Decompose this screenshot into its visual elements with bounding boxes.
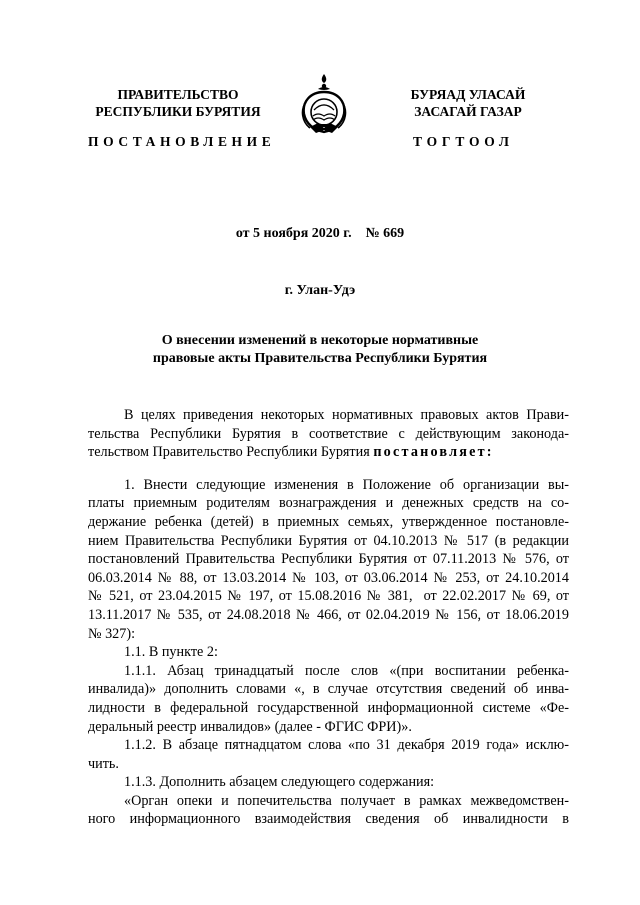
title-line1: О внесении изменений в некоторые нормативные <box>161 333 479 348</box>
item-1-line: 13.11.2017 № 535, от 24.08.2018 № 466, от 02.04.2019 № 156, от 18.06.2019 <box>88 606 569 623</box>
preamble-line: тельства Республики Бурятия в соответствие с действующим законода- <box>88 425 569 442</box>
item-1-1-1-line: 1.1.1. Абзац тринадцатый после слов «(при воспитании ребенка- <box>124 662 569 679</box>
header-right-line2: ЗАСАГАЙ ГАЗАР <box>414 104 522 119</box>
doc-type-right: ТОГТООЛ <box>413 134 514 149</box>
item-1-1-1-line: лидности в федеральной государственной информационной системе «Фе- <box>88 699 569 716</box>
item-1-line: постановлений Правительства Республики Бурятия от 07.11.2013 № 576, от <box>88 551 569 568</box>
header-left-line1: ПРАВИТЕЛЬСТВО <box>117 87 239 102</box>
item-1-1-2-paragraph <box>88 736 569 773</box>
title-line2: правовые акты Правительства Республики Бурятия <box>152 351 488 366</box>
item-1-1-1-paragraph <box>88 662 569 736</box>
item-1-1-2-line: чить. <box>88 755 119 772</box>
document-body <box>88 406 569 829</box>
item-1-paragraph <box>88 476 569 643</box>
quote-line: ного информационного взаимодействия сведения об инвалидности в <box>88 811 569 828</box>
item-1-line: 1. Внести следующие изменения в Положение об организации вы- <box>124 476 569 493</box>
item-1-1-3-line: 1.1.3. Дополнить абзацем следующего содержания: <box>124 774 435 791</box>
header-left-block <box>78 86 278 120</box>
item-1-1-2-line: 1.1.2. В абзаце пятнадцатом слова «по 31 декабря 2019 года» исклю- <box>124 737 569 754</box>
quote-line: «Орган опеки и попечительства получает в рамках межведомствен- <box>124 792 569 809</box>
item-1-line: нием Правительства Республики Бурятия от 04.10.2013 № 517 (в редакции <box>88 532 569 549</box>
header-left-line2: РЕСПУБЛИКИ БУРЯТИЯ <box>95 104 261 119</box>
preamble-line: В целях приведения некоторых нормативных правовых актов Прави- <box>124 407 569 423</box>
doc-type-left: ПОСТАНОВЛЕНИЕ <box>88 134 276 149</box>
item-1-1-line: 1.1. В пункте 2: <box>124 644 218 661</box>
item-1-line: № 521, от 23.04.2015 № 197, от 15.08.2016 № 381, от 22.02.2017 № 69, от <box>88 588 569 605</box>
buryatia-coat-of-arms-icon <box>296 72 352 136</box>
item-1-1-1-line: инвалида)» дополнить словами «, в случае отсутствия сведений об инва- <box>88 681 569 698</box>
header-right-line1: БУРЯАД УЛАСАЙ <box>410 87 526 102</box>
decree-word: постановляет: <box>373 444 494 461</box>
item-1-line: платы приемным родителям вознаграждения и денежных средств на со- <box>88 495 569 512</box>
item-1-line: № 327): <box>88 625 136 642</box>
item-1-1-paragraph <box>88 643 569 662</box>
date-number: от 5 ноября 2020 г. № 669 <box>235 226 405 241</box>
preamble-line-last <box>88 443 569 462</box>
item-1-1-1-line: деральный реестр инвалидов» (далее - ФГИС ФРИ)». <box>88 718 412 735</box>
item-1-line: держание ребенка (детей) в приемных семьях, утвержденное постановле- <box>88 513 569 530</box>
preamble-paragraph <box>88 406 569 462</box>
quote-paragraph <box>88 792 569 829</box>
header-right-block <box>368 86 568 120</box>
item-1-line: 06.03.2014 № 88, от 13.03.2014 № 103, от 03.06.2014 № 253, от 24.10.2014 <box>88 569 569 586</box>
city: г. Улан-Удэ <box>284 283 356 298</box>
document-title <box>60 332 580 368</box>
preamble-line-text: тельством Правительство Республики Бурятия <box>88 444 370 461</box>
item-1-1-3-paragraph <box>88 773 569 792</box>
